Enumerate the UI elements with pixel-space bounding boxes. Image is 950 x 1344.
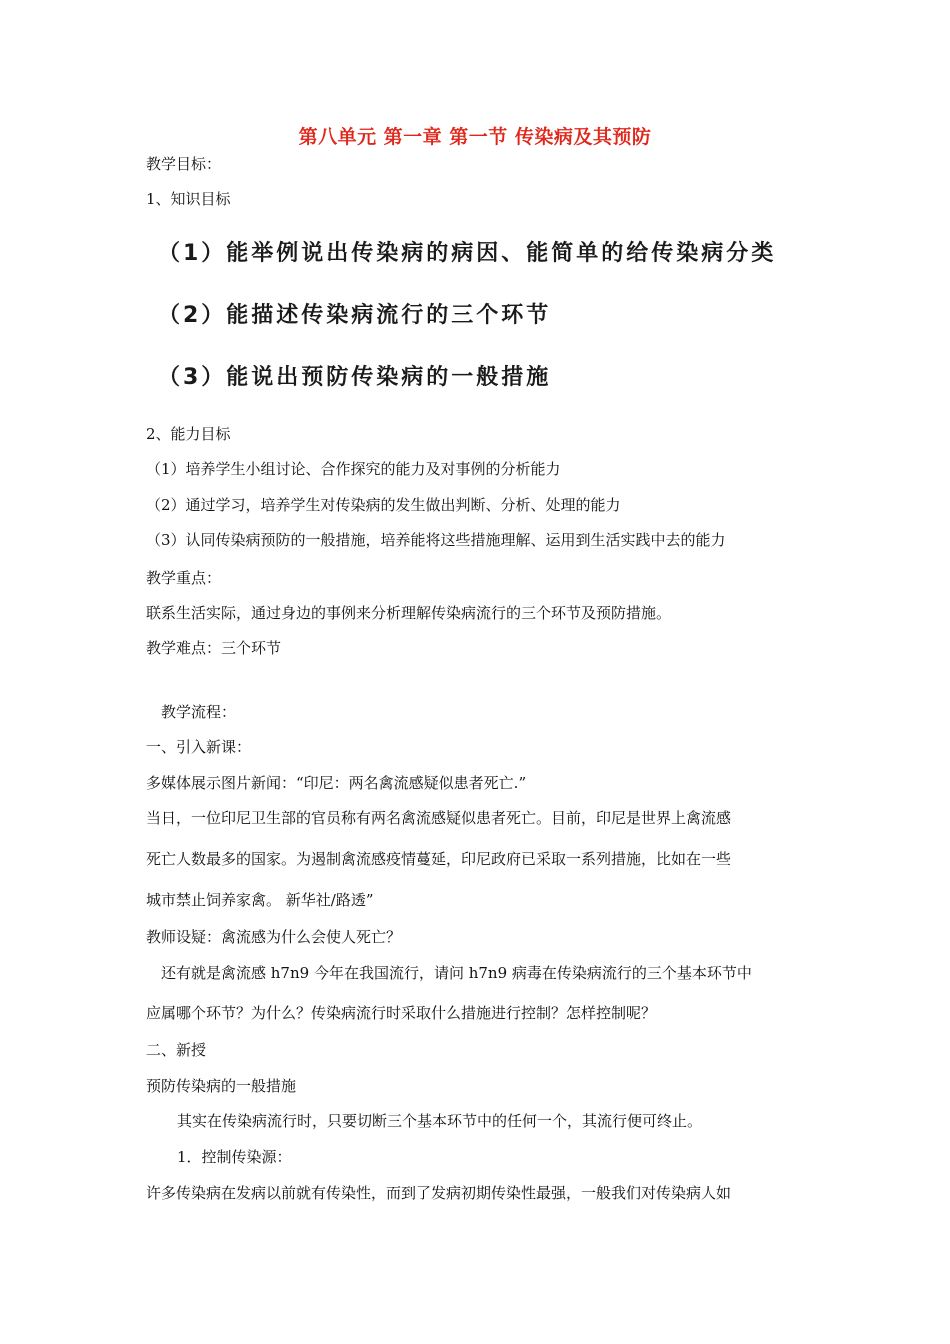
- step-1-heading: 1．控制传染源：: [177, 1148, 292, 1166]
- new-lesson-heading: 二、新授: [146, 1041, 207, 1059]
- news-line-3: 城市禁止饲养家禽。 新华社/路透”: [146, 891, 374, 909]
- question-line-1: 还有就是禽流感 h7n9 今年在我国流行，请问 h7n9 病毒在传染病流行的三个基本环节中: [161, 964, 752, 982]
- objectives-heading: 教学目标：: [146, 155, 222, 173]
- process-heading: 教学流程：: [161, 703, 237, 721]
- key-points-text: 联系生活实际，通过身边的事例来分析理解传染病流行的三个环节及预防措施。: [146, 604, 672, 622]
- knowledge-item-1: （1）能举例说出传染病的病因、能简单的给传染病分类: [158, 241, 777, 266]
- knowledge-item-2: （2）能描述传染病流行的三个环节: [158, 303, 552, 328]
- key-points-heading: 教学重点：: [146, 569, 222, 587]
- ability-item-3: （3）认同传染病预防的一般措施，培养能将这些措施理解、运用到生活实践中去的能力: [146, 531, 726, 549]
- news-line-2: 死亡人数最多的国家。为遏制禽流感疫情蔓延，印尼政府已采取一系列措施，比如在一些: [146, 850, 732, 868]
- ability-item-2: （2）通过学习，培养学生对传染病的发生做出判断、分析、处理的能力: [146, 496, 621, 514]
- news-title: 多媒体展示图片新闻：“印尼：两名禽流感疑似患者死亡.”: [146, 774, 527, 792]
- difficulty-text: 教学难点：三个环节: [146, 639, 282, 657]
- ability-heading: 2、能力目标: [146, 425, 231, 443]
- new-lesson-subheading: 预防传染病的一般措施: [146, 1077, 297, 1095]
- knowledge-heading: 1、知识目标: [146, 190, 231, 208]
- knowledge-item-3: （3）能说出预防传染病的一般措施: [158, 365, 552, 390]
- question-line-2: 应属哪个环节？为什么？传染病流行时采取什么措施进行控制？怎样控制呢？: [146, 1004, 657, 1022]
- ability-item-1: （1）培养学生小组讨论、合作探究的能力及对事例的分析能力: [146, 460, 561, 478]
- intro-heading: 一、引入新课：: [146, 738, 252, 756]
- new-lesson-intro: 其实在传染病流行时，只要切断三个基本环节中的任何一个，其流行便可终止。: [177, 1112, 703, 1130]
- page-title: 第八单元 第一章 第一节 传染病及其预防: [298, 126, 652, 148]
- news-line-1: 当日，一位印尼卫生部的官员称有两名禽流感疑似患者死亡。目前，印尼是世界上禽流感: [146, 809, 732, 827]
- teacher-question: 教师设疑：禽流感为什么会使人死亡？: [146, 928, 402, 946]
- step-1-text: 许多传染病在发病以前就有传染性，而到了发病初期传染性最强，一般我们对传染病人如: [146, 1184, 732, 1202]
